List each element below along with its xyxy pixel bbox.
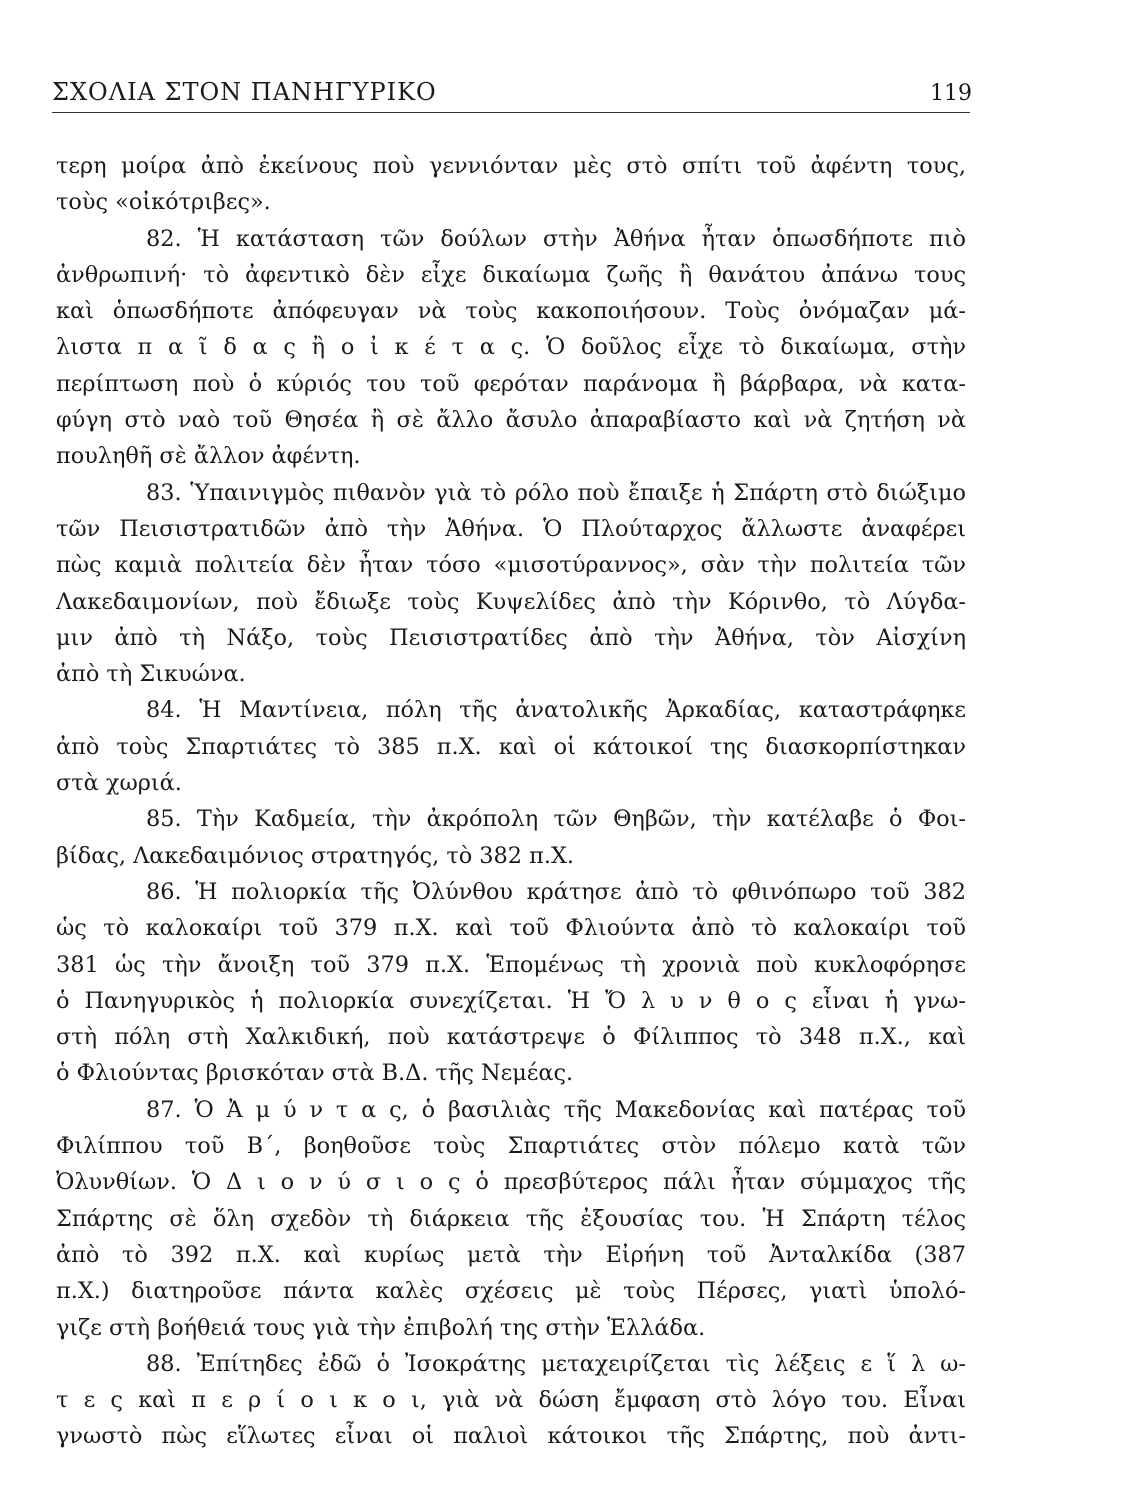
text-line: φύγη στὸ ναὸ τοῦ Θησέα ἢ σὲ ἄλλο ἄσυλο ἀπαραβίαστο καὶ νὰ ζητήση νὰ (56, 407, 966, 434)
text-line: ἀπὸ τὸ 392 π.Χ. καὶ κυρίως μετὰ τὴν Εἰρήνη τοῦ Ἀνταλκίδα (387 (56, 1241, 966, 1268)
text-line: βίδας, Λακεδαιμόνιος στρατηγός, τὸ 382 π.Χ. (56, 842, 575, 869)
text-line: Φιλίππου τοῦ Β΄, βοηθοῦσε τοὺς Σπαρτιάτες στὸν πόλεμο κατὰ τῶν (56, 1133, 966, 1160)
text-line: 85. Τὴν Καδμεία, τὴν ἀκρόπολη τῶν Θηβῶν, τὴν κατέλαβε ὁ Φοι- (146, 806, 966, 833)
text-line: Σπάρτης σὲ ὅλη σχεδὸν τὴ διάρκεια τῆς ἐξουσίας του. Ἡ Σπάρτη τέλος (56, 1205, 966, 1232)
text-line: πὼς καμιὰ πολιτεία δὲν ἦταν τόσο «μισοτύραννος», σὰν τὴν πολιτεία τῶν (56, 552, 966, 579)
text-line: τοὺς «οἰκότριβες». (56, 189, 271, 216)
text-line: ὡς τὸ καλοκαίρι τοῦ 379 π.Χ. καὶ τοῦ Φλιούντα ἀπὸ τὸ καλοκαίρι τοῦ (56, 915, 966, 942)
text-line: 87. Ὁ Ἀ μ ύ ν τ α ς, ὁ βασιλιὰς τῆς Μακεδονίας καὶ πατέρας τοῦ (146, 1096, 966, 1123)
text-line: 86. Ἡ πολιορκία τῆς Ὀλύνθου κράτησε ἀπὸ τὸ φθινόπωρο τοῦ 382 (146, 878, 966, 905)
text-line: ἀπὸ τοὺς Σπαρτιάτες τὸ 385 π.Χ. καὶ οἱ κάτοικοί της διασκορπίστηκαν (56, 733, 966, 760)
text-line: Λακεδαιμονίων, ποὺ ἔδιωξε τοὺς Κυψελίδες ἀπὸ τὴν Κόρινθο, τὸ Λύγδα- (56, 588, 966, 615)
text-line: 88. Ἐπίτηδες ἐδῶ ὁ Ἰσοκράτης μεταχειρίζεται τὶς λέξεις ε ἵ λ ω- (146, 1350, 966, 1377)
text-line: καὶ ὁπωσδήποτε ἀπόφευγαν νὰ τοὺς κακοποιήσουν. Τοὺς ὀνόμαζαν μά- (56, 298, 966, 325)
text-line: ὁ Φλιούντας βρισκόταν στὰ Β.Δ. τῆς Νεμέας. (56, 1060, 574, 1087)
page-number: 119 (930, 81, 972, 106)
text-line: 381 ὡς τὴν ἄνοιξη τοῦ 379 π.Χ. Ἑπομένως τὴ χρονιὰ ποὺ κυκλοφόρησε (56, 951, 966, 978)
text-line: λιστα π α ῖ δ α ς ἢ ο ἰ κ έ τ α ς. Ὁ δοῦλος εἶχε τὸ δικαίωμα, στὴν (56, 334, 966, 361)
text-line: γιζε στὴ βοήθειά τους γιὰ τὴν ἐπιβολή της στὴν Ἑλλάδα. (56, 1314, 706, 1341)
text-line: Ὀλυνθίων. Ὁ Δ ι ο ν ύ σ ι ο ς ὁ πρεσβύτερος πάλι ἦταν σύμμαχος τῆς (56, 1169, 966, 1196)
text-line: μιν ἀπὸ τὴ Νάξο, τοὺς Πεισιστρατίδες ἀπὸ τὴν Ἀθήνα, τὸν Αἰσχίνη (56, 624, 966, 651)
text-line: περίπτωση ποὺ ὁ κύριός του τοῦ φερόταν παράνομα ἢ βάρβαρα, νὰ κατα- (56, 370, 966, 397)
text-line: τῶν Πεισιστρατιδῶν ἀπὸ τὴν Ἀθήνα. Ὁ Πλούταρχος ἄλλωστε ἀναφέρει (56, 515, 966, 542)
text-line: ἀνθρωπινή· τὸ ἀφεντικὸ δὲν εἶχε δικαίωμα ζωῆς ἢ θανάτου ἀπάνω τους (56, 261, 966, 288)
text-line: τερη μοίρα ἀπὸ ἐκείνους ποὺ γεννιόνταν μὲς στὸ σπίτι τοῦ ἀφέντη τους, (56, 153, 966, 179)
text-line: ὁ Πανηγυρικὸς ἡ πολιορκία συνεχίζεται. Ἡ Ὄ λ υ ν θ ο ς εἶναι ἡ γνω- (56, 987, 966, 1014)
text-line: ἀπὸ τὴ Σικυώνα. (56, 661, 246, 688)
text-line: π.Χ.) διατηροῦσε πάντα καλὲς σχέσεις μὲ τοὺς Πέρσες, γιατὶ ὑπολό- (56, 1278, 966, 1305)
text-line: στὰ χωριά. (56, 770, 182, 797)
running-title: ΣΧΟΛΙΑ ΣΤΟΝ ΠΑΝΗΓΥΡΙΚΟ (52, 78, 437, 106)
text-line: πουληθῆ σὲ ἄλλον ἀφέντη. (56, 443, 361, 470)
page-header (52, 78, 972, 106)
text-line: 82. Ἡ κατάσταση τῶν δούλων στὴν Ἀθήνα ἦταν ὁπωσδήποτε πιὸ (146, 225, 966, 252)
notes-text (56, 148, 966, 1455)
header-rule (52, 112, 970, 113)
text-line: τ ε ς καὶ π ε ρ ί ο ι κ ο ι, γιὰ νὰ δώση ἔμφαση στὸ λόγο του. Εἶναι (56, 1387, 966, 1414)
text-line: γνωστὸ πὼς εἵλωτες εἶναι οἱ παλιοὶ κάτοικοι τῆς Σπάρτης, ποὺ ἀντι- (56, 1423, 966, 1450)
text-line: στὴ πόλη στὴ Χαλκιδική, ποὺ κατάστρεψε ὁ Φίλιππος τὸ 348 π.Χ., καὶ (56, 1024, 966, 1051)
text-line: 83. Ὑπαινιγμὸς πιθανὸν γιὰ τὸ ρόλο ποὺ ἔπαιξε ἡ Σπάρτη στὸ διώξιμο (146, 479, 966, 506)
text-line: 84. Ἡ Μαντίνεια, πόλη τῆς ἀνατολικῆς Ἀρκαδίας, καταστράφηκε (146, 697, 966, 724)
